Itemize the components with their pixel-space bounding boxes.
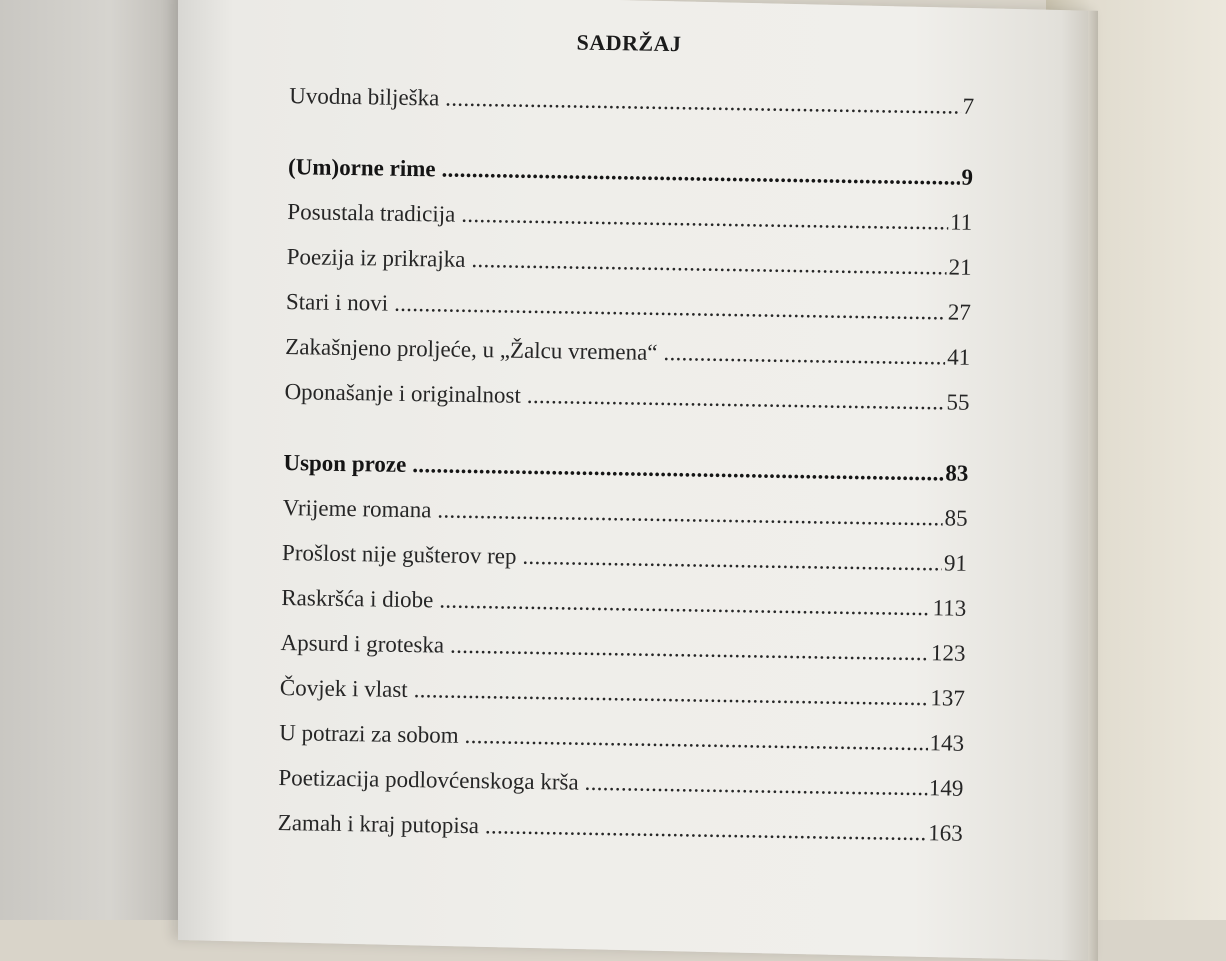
- dot-leader: [445, 86, 961, 120]
- dot-leader: [663, 340, 945, 370]
- entry-page-number: 83: [945, 460, 969, 486]
- toc-entry: [289, 83, 975, 139]
- entry-page-number: 91: [943, 550, 968, 576]
- entry-page-number: 137: [930, 685, 966, 711]
- entry-page-number: 123: [930, 640, 966, 666]
- entry-label: Čovjek i vlast: [279, 675, 408, 703]
- dot-leader: [441, 156, 959, 190]
- dot-leader: [485, 813, 927, 846]
- entry-page-number: 41: [946, 344, 971, 370]
- entry-label: Stari i novi: [285, 289, 389, 316]
- entry-page-number: 27: [947, 299, 972, 325]
- entry-label: Poetizacija podlovćenskoga krša: [278, 764, 579, 795]
- dot-leader: [584, 770, 927, 801]
- dot-leader: [527, 383, 945, 416]
- entry-page-number: 85: [944, 505, 968, 531]
- table-of-contents: [277, 83, 974, 866]
- entry-page-number: 11: [949, 209, 973, 235]
- entry-label: Raskršća i diobe: [281, 585, 434, 613]
- entry-page-number: 149: [928, 775, 964, 801]
- entry-label: Poezija iz prikrajka: [286, 244, 466, 272]
- entry-page-number: 163: [928, 820, 963, 846]
- entry-label: Zamah i kraj putopisa: [277, 809, 480, 839]
- entry-page-number: 113: [932, 595, 967, 621]
- entry-label: Uvodna bilješka: [289, 83, 440, 111]
- entry-page-number: 21: [948, 254, 972, 280]
- entry-page-number: 55: [946, 389, 970, 415]
- entry-label: Vrijeme romana: [282, 495, 432, 523]
- toc-entry: [277, 810, 963, 866]
- entry-page-number: 9: [961, 164, 974, 190]
- entry-label: (Um)orne rime: [287, 154, 436, 182]
- page-title: SADRŽAJ: [576, 29, 682, 57]
- entry-label: Zakašnjeno proljeće, u „Žalcu vremena“: [285, 334, 658, 365]
- entry-label: Oponašanje i originalnost: [284, 379, 522, 408]
- entry-page-number: 7: [962, 93, 975, 119]
- toc-entry: [284, 379, 970, 435]
- dot-leader: [522, 544, 942, 577]
- entry-page-number: 143: [929, 730, 965, 756]
- entry-label: Prošlost nije gušterov rep: [281, 540, 517, 569]
- entry-label: U potrazi za sobom: [279, 720, 459, 748]
- dot-leader: [412, 452, 943, 486]
- entry-label: Posustala tradicija: [287, 199, 456, 227]
- entry-label: Uspon proze: [283, 450, 407, 477]
- entry-label: Apsurd i groteska: [280, 630, 445, 658]
